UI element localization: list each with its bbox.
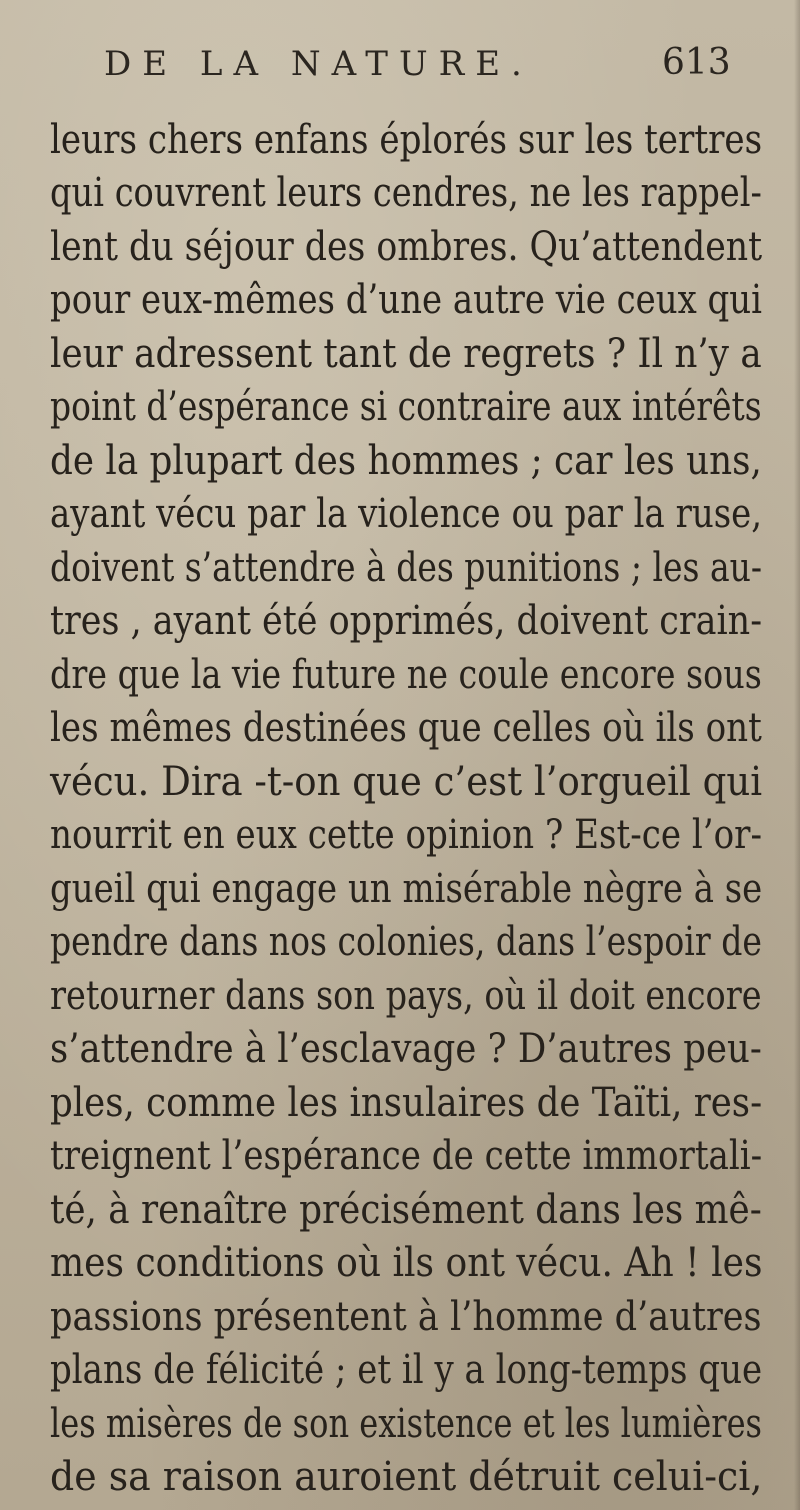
text-line: nourrit en eux cette opinion ? Est-ce l’or- [50,812,762,859]
text-line: vécu. Dira -t-on que c’est l’orgueil qui [50,758,763,805]
text-line: pendre dans nos colonies, dans l’espoir de [50,919,762,966]
text-line: ayant vécu par la violence ou par la ruse, [50,491,763,538]
text-line: doivent s’attendre à des punitions ; les au- [50,544,763,591]
text-line: passions présentent à l’homme d’autres [50,1293,762,1340]
page-number: 613 [662,42,731,83]
text-line: pour eux-mêmes d’une autre vie ceux qui [50,277,762,324]
text-line: tres , ayant été opprimés, doivent crain- [50,598,763,645]
text-line: leurs chers enfans éplorés sur les tertres [50,117,763,163]
text-line: lent du séjour des ombres. Qu’attendent [50,223,763,270]
text-line: treignent l’espérance de cette immortali- [50,1133,763,1180]
text-line: retourner dans son pays, où il doit encore [50,972,762,1019]
text-line: dre que la vie future ne coule encore sous [50,651,762,698]
text-line: leur adressent tant de regrets ? Il n’y a [50,330,762,377]
text-line: té, à renaître précisément dans les mê- [50,1186,762,1233]
text-line: gueil qui engage un misérable nègre à se [50,865,763,912]
text-line: de la plupart des hommes ; car les uns, [50,437,762,484]
text-line: les misères de son existence et les lumières [50,1400,763,1447]
text-line: ples, comme les insulaires de Taïti, res- [50,1079,763,1126]
text-line: point d’espérance si contraire aux intérêts [50,384,762,431]
text-line: s’attendre à l’esclavage ? D’autres peu- [50,1026,762,1073]
running-title: DE LA NATURE. [104,44,533,84]
text-line: plans de félicité ; et il y a long-temps que [50,1347,763,1394]
text-line: qui couvrent leurs cendres, ne les rappel- [50,170,762,217]
text-line: les mêmes destinées que celles où ils ont [50,705,762,752]
text-line: de sa raison auroient détruit celui-ci, [50,1454,763,1500]
text-line: mes conditions où ils ont vécu. Ah ! les [50,1240,763,1287]
